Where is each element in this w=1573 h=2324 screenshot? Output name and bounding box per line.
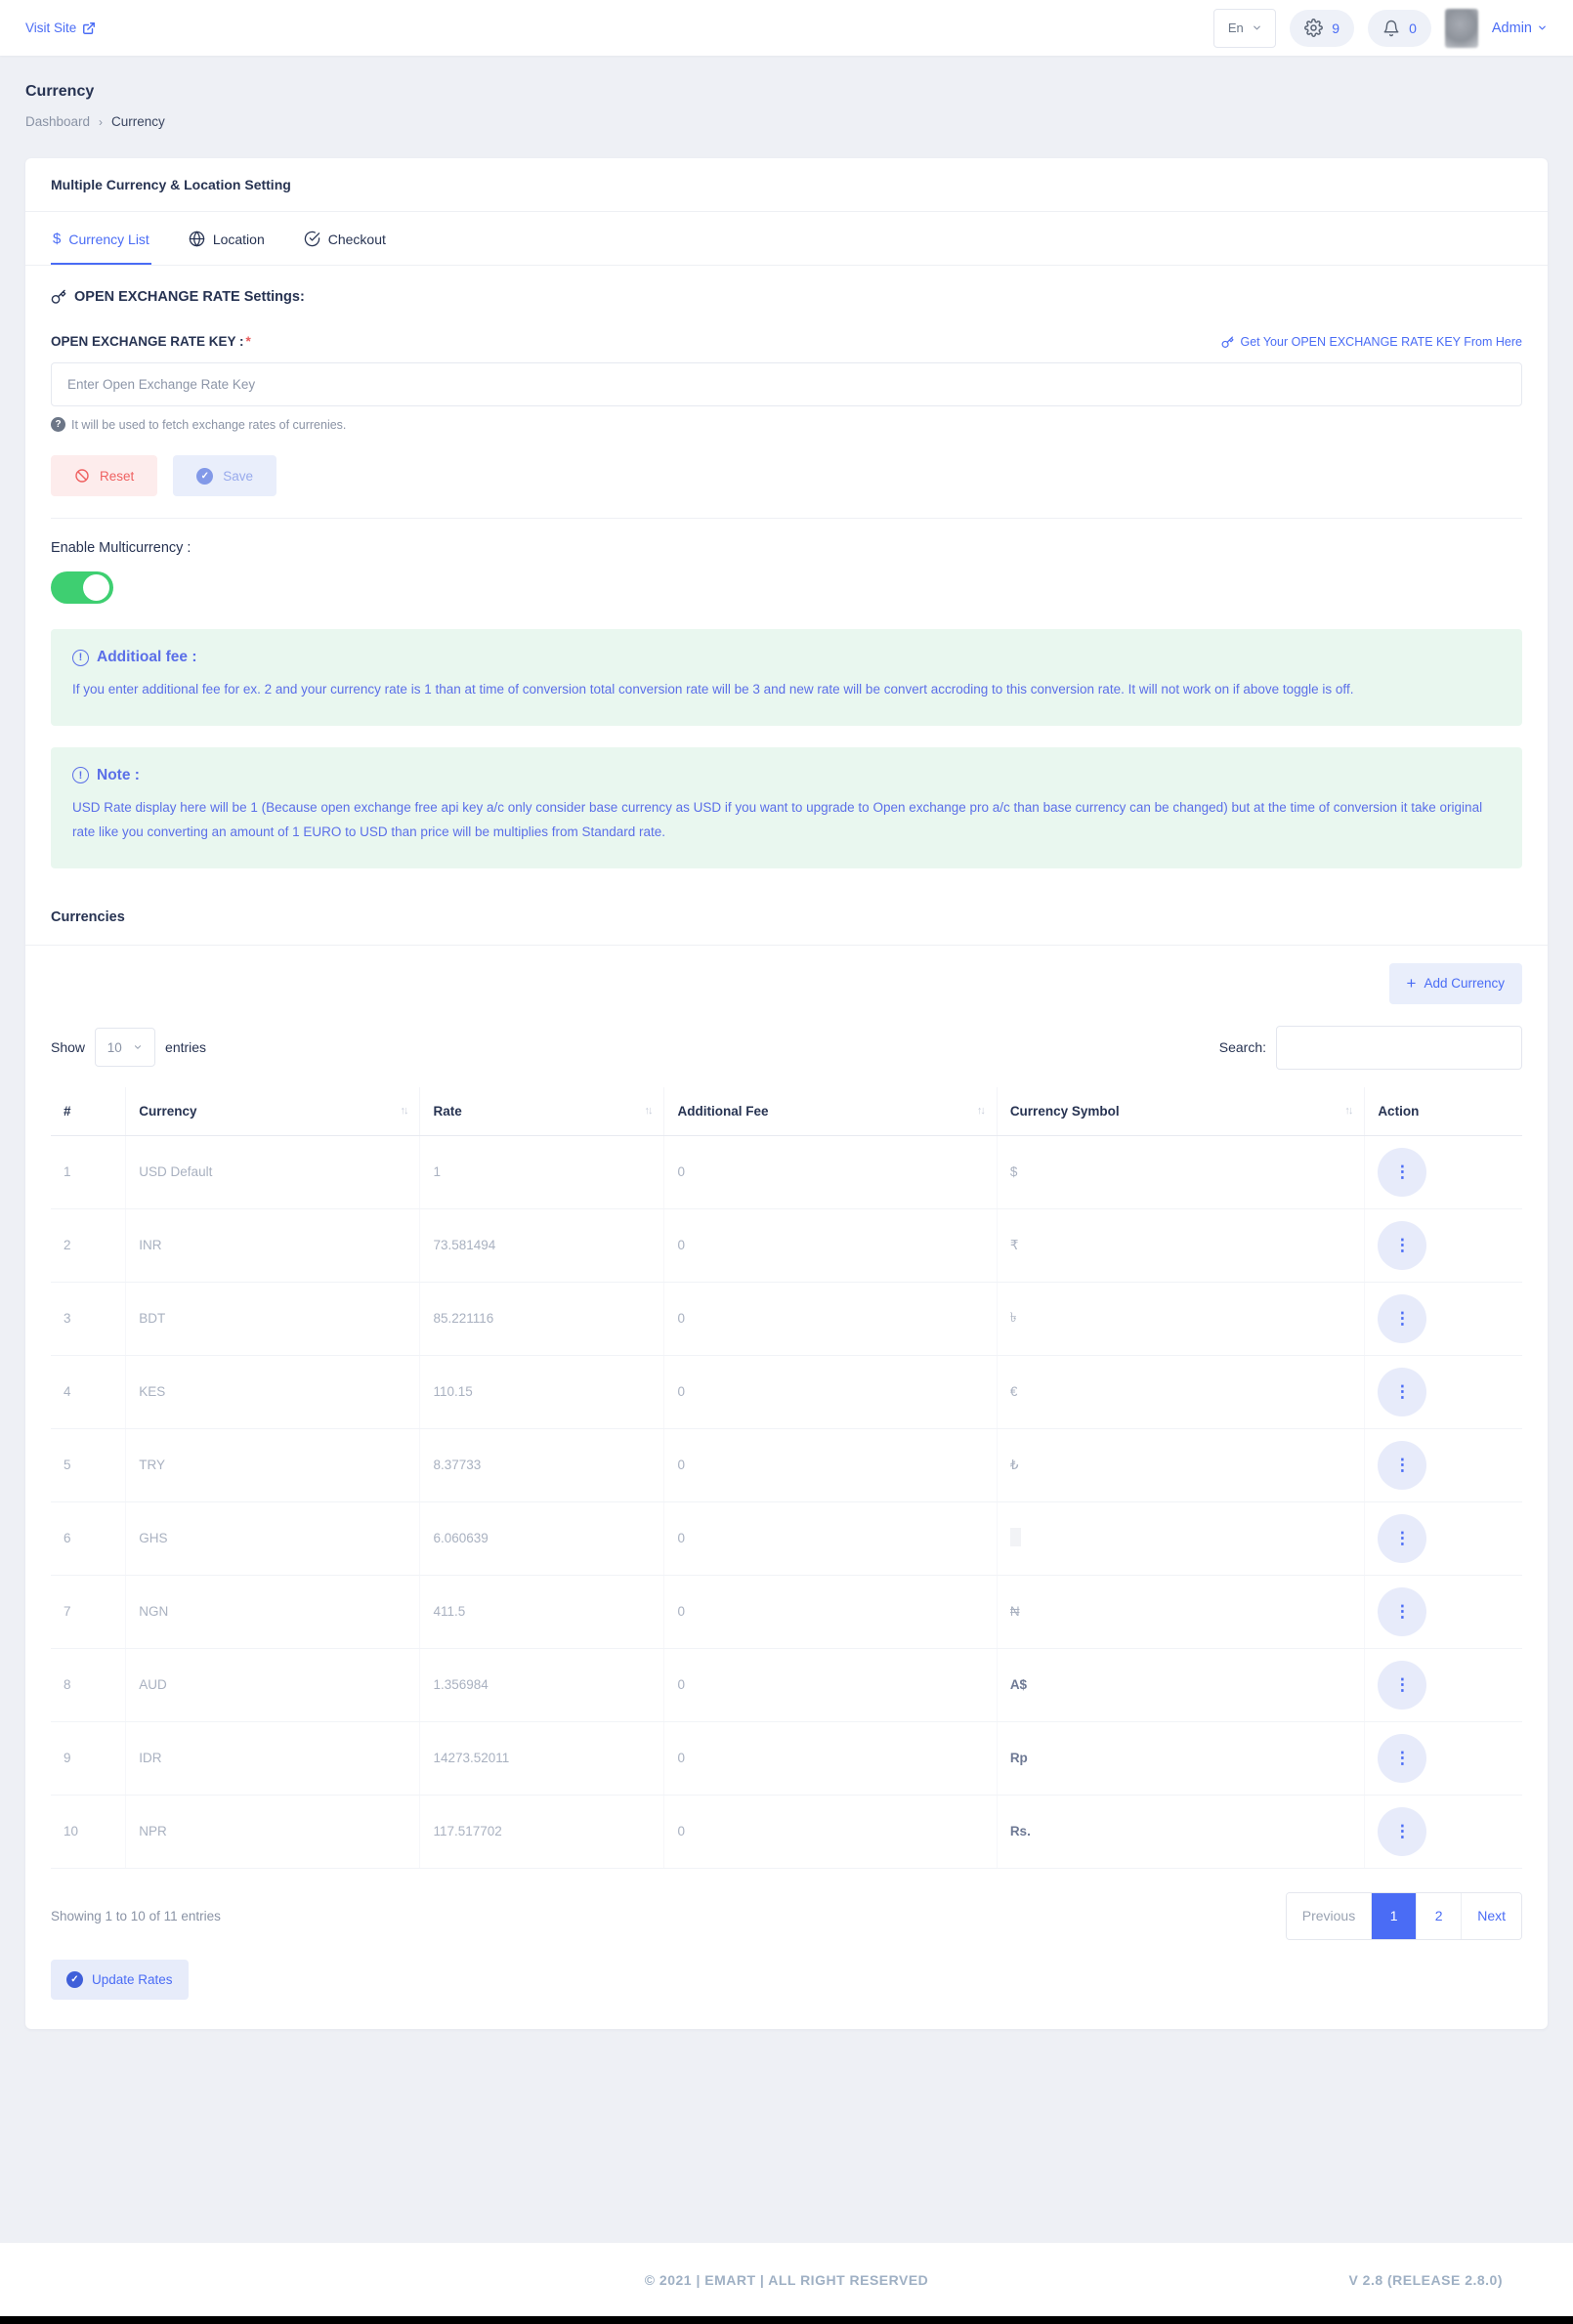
breadcrumb bbox=[25, 114, 1548, 129]
kebab-menu-icon: ⋮ bbox=[1393, 1675, 1411, 1695]
cell-rate: 85.221116 bbox=[420, 1282, 664, 1355]
cell-currency-symbol: ₦ bbox=[997, 1575, 1365, 1648]
cell-currency-symbol: € bbox=[997, 1355, 1365, 1428]
sort-icon[interactable]: ↑↓ bbox=[1344, 1105, 1352, 1118]
additional-fee-notice bbox=[51, 629, 1522, 726]
settings-card bbox=[25, 158, 1548, 2029]
entries-summary: Showing 1 to 10 of 11 entries bbox=[51, 1908, 221, 1923]
table-row bbox=[51, 1355, 1522, 1428]
cell-index: 2 bbox=[51, 1208, 126, 1282]
cell-index: 6 bbox=[51, 1501, 126, 1575]
chevron-right-icon: › bbox=[99, 114, 104, 129]
row-actions-button[interactable] bbox=[1378, 1294, 1426, 1343]
sort-icon[interactable]: ↑↓ bbox=[400, 1105, 407, 1118]
cell-currency: USD Default bbox=[126, 1135, 420, 1208]
table-header-row bbox=[51, 1087, 1522, 1136]
cell-additional-fee: 0 bbox=[664, 1428, 997, 1501]
settings-button[interactable] bbox=[1290, 10, 1354, 47]
plus-icon: + bbox=[1406, 974, 1417, 993]
search-label: Search: bbox=[1218, 1039, 1266, 1056]
row-actions-button[interactable] bbox=[1378, 1514, 1426, 1563]
notice-body-text: If you enter additional fee for ex. 2 and your currency rate is 1 than at time of conversion total conversion rate will be 3 and new rate will be convert accroding to this conversion rate. It will not work on if above toggle is off. bbox=[72, 682, 1354, 697]
kebab-menu-icon: ⋮ bbox=[1393, 1382, 1411, 1402]
table-row bbox=[51, 1208, 1522, 1282]
cell-index: 3 bbox=[51, 1282, 126, 1355]
cell-currency: INR bbox=[126, 1208, 420, 1282]
cell-rate: 73.581494 bbox=[420, 1208, 664, 1282]
cell-currency-symbol: Rs. bbox=[997, 1795, 1365, 1868]
sort-icon[interactable]: ↑↓ bbox=[644, 1105, 652, 1118]
cell-rate: 8.37733 bbox=[420, 1428, 664, 1501]
cell-currency-symbol: A$ bbox=[997, 1648, 1365, 1721]
cell-currency: BDT bbox=[126, 1282, 420, 1355]
kebab-menu-icon: ⋮ bbox=[1393, 1236, 1411, 1255]
open-exchange-key-input[interactable] bbox=[51, 362, 1522, 406]
tab-label: Currency List bbox=[68, 231, 149, 247]
get-key-link-label: Get Your OPEN EXCHANGE RATE KEY From Here bbox=[1240, 335, 1522, 349]
toggle-knob bbox=[83, 574, 109, 601]
footer-version: V 2.8 (RELEASE 2.8.0) bbox=[1348, 2271, 1503, 2288]
cell-action bbox=[1365, 1501, 1522, 1575]
block-icon bbox=[74, 468, 90, 484]
cell-rate: 411.5 bbox=[420, 1575, 664, 1648]
tab-checkout[interactable] bbox=[302, 212, 388, 265]
cell-action bbox=[1365, 1355, 1522, 1428]
show-entries bbox=[51, 1028, 206, 1067]
notice-title-text: Note : bbox=[97, 766, 140, 783]
row-actions-button[interactable] bbox=[1378, 1221, 1426, 1270]
save-button[interactable] bbox=[173, 455, 276, 496]
cell-index: 5 bbox=[51, 1428, 126, 1501]
main-content bbox=[0, 56, 1573, 2210]
key-label-row bbox=[51, 334, 1522, 349]
col-header-currency-symbol[interactable]: Currency Symbol ↑↓ bbox=[997, 1087, 1365, 1136]
pagination-page-2[interactable]: 2 bbox=[1416, 1893, 1461, 1939]
visit-site-link[interactable] bbox=[25, 21, 96, 35]
card-title: Multiple Currency & Location Setting bbox=[25, 158, 1548, 212]
currencies-divider bbox=[25, 945, 1548, 946]
cell-currency: NGN bbox=[126, 1575, 420, 1648]
cell-index: 1 bbox=[51, 1135, 126, 1208]
info-circle-icon: ! bbox=[72, 767, 89, 783]
get-key-link[interactable] bbox=[1221, 335, 1522, 349]
cell-action bbox=[1365, 1575, 1522, 1648]
cell-additional-fee: 0 bbox=[664, 1795, 997, 1868]
page-title: Currency bbox=[25, 83, 95, 100]
avatar[interactable] bbox=[1445, 9, 1478, 48]
admin-label: Admin bbox=[1491, 20, 1532, 36]
cell-currency-symbol: ₹ bbox=[997, 1208, 1365, 1282]
row-actions-button[interactable] bbox=[1378, 1734, 1426, 1783]
note-notice bbox=[51, 747, 1522, 868]
cell-rate: 1 bbox=[420, 1135, 664, 1208]
kebab-menu-icon: ⋮ bbox=[1393, 1529, 1411, 1548]
cell-index: 9 bbox=[51, 1721, 126, 1795]
kebab-menu-icon: ⋮ bbox=[1393, 1456, 1411, 1475]
pagination-previous[interactable]: Previous bbox=[1287, 1893, 1371, 1939]
table-row bbox=[51, 1282, 1522, 1355]
admin-menu[interactable] bbox=[1492, 21, 1548, 36]
table-row bbox=[51, 1501, 1522, 1575]
cell-index: 4 bbox=[51, 1355, 126, 1428]
language-select[interactable] bbox=[1213, 9, 1276, 48]
search-input[interactable] bbox=[1276, 1026, 1522, 1070]
exchange-settings-title: OPEN EXCHANGE RATE Settings: bbox=[74, 289, 305, 305]
bell-icon bbox=[1382, 20, 1400, 37]
cell-action bbox=[1365, 1795, 1522, 1868]
cell-additional-fee: 0 bbox=[664, 1208, 997, 1282]
entries-label: entries bbox=[165, 1039, 207, 1056]
update-rates-label: Update Rates bbox=[92, 1971, 173, 1987]
cell-action bbox=[1365, 1721, 1522, 1795]
external-link-icon bbox=[82, 21, 96, 35]
cell-additional-fee: 0 bbox=[664, 1721, 997, 1795]
kebab-menu-icon: ⋮ bbox=[1393, 1162, 1411, 1182]
cell-currency-symbol: Rp bbox=[997, 1721, 1365, 1795]
notice-title-text: Additioal fee : bbox=[97, 649, 197, 665]
cell-currency-symbol bbox=[997, 1501, 1365, 1575]
cell-currency-symbol: ৳ bbox=[997, 1282, 1365, 1355]
footer bbox=[0, 2243, 1573, 2316]
key-actions bbox=[51, 455, 1522, 496]
missing-glyph bbox=[1010, 1528, 1021, 1546]
cell-additional-fee: 0 bbox=[664, 1501, 997, 1575]
show-label: Show bbox=[51, 1039, 86, 1056]
language-value: En bbox=[1227, 21, 1244, 35]
chevron-down-icon bbox=[1252, 22, 1262, 33]
currencies-heading: Currencies bbox=[51, 908, 125, 925]
tab-location[interactable] bbox=[187, 212, 267, 265]
cell-rate: 14273.52011 bbox=[420, 1721, 664, 1795]
tab-currency-list[interactable] bbox=[51, 212, 151, 265]
table-row bbox=[51, 1428, 1522, 1501]
cell-rate: 110.15 bbox=[420, 1355, 664, 1428]
cell-currency: AUD bbox=[126, 1648, 420, 1721]
pagination bbox=[1286, 1892, 1522, 1940]
col-header-action: Action bbox=[1365, 1087, 1522, 1136]
settings-count-badge: 9 bbox=[1332, 20, 1340, 36]
table-row bbox=[51, 1648, 1522, 1721]
table-controls bbox=[51, 1026, 1522, 1070]
cell-additional-fee: 0 bbox=[664, 1648, 997, 1721]
row-actions-button[interactable] bbox=[1378, 1661, 1426, 1710]
reset-button[interactable] bbox=[51, 455, 157, 496]
row-actions-button[interactable] bbox=[1378, 1368, 1426, 1416]
check-circle-icon: ✓ bbox=[66, 1971, 83, 1988]
key-icon bbox=[51, 289, 66, 305]
currencies-table bbox=[51, 1087, 1522, 1869]
notifications-button[interactable] bbox=[1368, 10, 1431, 47]
gear-icon bbox=[1304, 19, 1323, 37]
info-circle-icon: ! bbox=[72, 650, 89, 666]
update-rates-button[interactable] bbox=[51, 1960, 189, 2000]
visit-site-label: Visit Site bbox=[25, 21, 77, 35]
save-button-label: Save bbox=[223, 468, 254, 484]
breadcrumb-current: Currency bbox=[111, 114, 165, 129]
tab-label: Checkout bbox=[327, 231, 386, 247]
multicurrency-toggle[interactable] bbox=[51, 571, 113, 604]
open-exchange-key-label: OPEN EXCHANGE RATE KEY : * bbox=[51, 334, 251, 349]
cell-action bbox=[1365, 1282, 1522, 1355]
chevron-down-icon bbox=[133, 1042, 143, 1052]
col-header-currency[interactable]: Currency ↑↓ bbox=[126, 1087, 420, 1136]
chevron-down-icon bbox=[1537, 22, 1548, 33]
cell-rate: 1.356984 bbox=[420, 1648, 664, 1721]
notice-heading bbox=[72, 649, 1501, 666]
globe-icon bbox=[189, 231, 205, 247]
col-header-additional-fee[interactable]: Additional Fee ↑↓ bbox=[664, 1087, 997, 1136]
page-size-value: 10 bbox=[106, 1039, 122, 1055]
cell-currency: GHS bbox=[126, 1501, 420, 1575]
notifications-count-badge: 0 bbox=[1409, 20, 1417, 36]
cell-currency: TRY bbox=[126, 1428, 420, 1501]
row-actions-button[interactable] bbox=[1378, 1148, 1426, 1197]
section-divider bbox=[51, 518, 1522, 519]
kebab-menu-icon: ⋮ bbox=[1393, 1309, 1411, 1329]
cell-additional-fee: 0 bbox=[664, 1282, 997, 1355]
cell-additional-fee: 0 bbox=[664, 1355, 997, 1428]
row-actions-button[interactable] bbox=[1378, 1587, 1426, 1636]
table-row bbox=[51, 1721, 1522, 1795]
cell-currency-symbol: $ bbox=[997, 1135, 1365, 1208]
notice-body-text: USD Rate display here will be 1 (Because open exchange free api key a/c only consider base currency as USD if you want to upgrade to Open exchange pro a/c than base currency can be changed) but at the time of conversion it take original rate like you converting an amount of 1 EURO to USD than price will be multiplies from Standard rate. bbox=[72, 799, 1483, 839]
sort-icon[interactable]: ↑↓ bbox=[976, 1105, 984, 1118]
breadcrumb-dashboard[interactable]: Dashboard bbox=[25, 114, 91, 129]
cell-currency: NPR bbox=[126, 1795, 420, 1868]
cell-currency-symbol: ₺ bbox=[997, 1428, 1365, 1501]
col-header-index: # bbox=[51, 1087, 126, 1136]
topbar bbox=[0, 0, 1573, 56]
table-footer bbox=[51, 1892, 1522, 1940]
table-row bbox=[51, 1135, 1522, 1208]
kebab-menu-icon: ⋮ bbox=[1393, 1602, 1411, 1622]
dollar-icon: $ bbox=[53, 231, 62, 247]
table-row bbox=[51, 1575, 1522, 1648]
key-help-text: It will be used to fetch exchange rates of currenies. bbox=[71, 417, 347, 432]
reset-button-label: Reset bbox=[100, 468, 135, 484]
add-currency-row bbox=[51, 963, 1522, 1004]
kebab-menu-icon: ⋮ bbox=[1393, 1749, 1411, 1768]
cell-currency: IDR bbox=[126, 1721, 420, 1795]
row-actions-button[interactable] bbox=[1378, 1807, 1426, 1856]
check-circle-icon: ✓ bbox=[196, 468, 213, 485]
add-currency-label: Add Currency bbox=[1424, 976, 1505, 992]
tab-bar bbox=[25, 212, 1548, 266]
col-header-rate[interactable]: Rate ↑↓ bbox=[420, 1087, 664, 1136]
cell-rate: 6.060639 bbox=[420, 1501, 664, 1575]
pagination-next[interactable]: Next bbox=[1461, 1893, 1521, 1939]
question-circle-icon: ? bbox=[51, 417, 65, 432]
cell-additional-fee: 0 bbox=[664, 1135, 997, 1208]
check-circle-icon bbox=[304, 231, 320, 247]
cell-additional-fee: 0 bbox=[664, 1575, 997, 1648]
notice-heading bbox=[72, 767, 1501, 784]
cell-index: 7 bbox=[51, 1575, 126, 1648]
key-help-line bbox=[51, 417, 1522, 432]
cell-action bbox=[1365, 1648, 1522, 1721]
card-body bbox=[25, 266, 1548, 2000]
bottom-strip bbox=[0, 2316, 1573, 2324]
exchange-settings-heading bbox=[51, 289, 1522, 305]
add-currency-button[interactable] bbox=[1389, 963, 1522, 1004]
cell-currency: KES bbox=[126, 1355, 420, 1428]
cell-index: 10 bbox=[51, 1795, 126, 1868]
cell-index: 8 bbox=[51, 1648, 126, 1721]
page-size-select[interactable] bbox=[95, 1028, 155, 1067]
tab-label: Location bbox=[212, 231, 265, 247]
topbar-right bbox=[1213, 9, 1548, 48]
enable-multicurrency-label: Enable Multicurrency : bbox=[51, 540, 191, 556]
cell-action bbox=[1365, 1208, 1522, 1282]
search-wrap bbox=[1219, 1026, 1522, 1070]
kebab-menu-icon: ⋮ bbox=[1393, 1822, 1411, 1841]
pagination-page-1[interactable]: 1 bbox=[1371, 1893, 1416, 1939]
cell-rate: 117.517702 bbox=[420, 1795, 664, 1868]
required-asterisk: * bbox=[245, 334, 251, 349]
footer-copyright: © 2021 | EMART | ALL RIGHT RESERVED bbox=[644, 2271, 929, 2288]
cell-action bbox=[1365, 1135, 1522, 1208]
row-actions-button[interactable] bbox=[1378, 1441, 1426, 1490]
cell-action bbox=[1365, 1428, 1522, 1501]
key-icon bbox=[1221, 336, 1234, 349]
table-row bbox=[51, 1795, 1522, 1868]
